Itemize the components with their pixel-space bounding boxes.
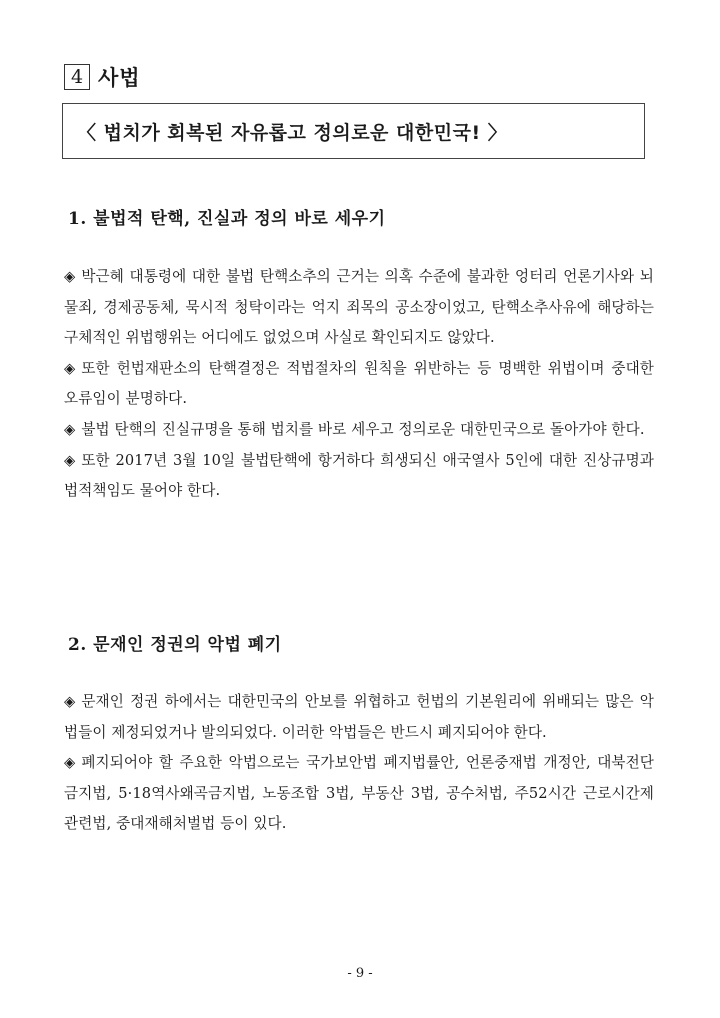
paragraph — [64, 354, 654, 415]
paragraph-text: 또한 2017년 3월 10일 불법탄핵에 항거하다 희생되신 애국열사 5인에 대한 진상규명과 법적책임도 물어야 한다. — [64, 451, 654, 500]
diamond-bullet-icon: ◈ — [64, 693, 76, 710]
chapter-title: 사법 — [98, 65, 141, 90]
diamond-bullet-icon: ◈ — [64, 754, 76, 772]
diamond-bullet-icon: ◈ — [64, 420, 76, 438]
diamond-bullet-icon: ◈ — [64, 359, 76, 377]
diamond-bullet-icon: ◈ — [64, 451, 76, 469]
paragraph-text: 또한 헌법재판소의 탄핵결정은 적법절차의 원칙을 위반하는 등 명백한 위법이며 중대한 오류임이 분명하다. — [64, 359, 654, 408]
slogan-banner: 〈 법치가 회복된 자유롭고 정의로운 대한민국! 〉 — [62, 103, 645, 159]
paragraph-text: 문재인 정권 하에서는 대한민국의 안보를 위협하고 헌법의 기본원리에 위배되는 많은 악법들이 제정되었거나 발의되었다. 이러한 악법들은 반드시 폐지되어야 한다. — [64, 693, 654, 741]
paragraph-text: 불법 탄핵의 진실규명을 통해 법치를 바로 세우고 정의로운 대한민국으로 돌아가야 한다. — [81, 420, 645, 438]
paragraph — [64, 415, 654, 446]
chapter-header — [64, 62, 141, 92]
section-2-body — [64, 687, 654, 840]
paragraph — [64, 446, 654, 507]
paragraph-text: 박근혜 대통령에 대한 불법 탄핵소추의 근거는 의혹 수준에 불과한 엉터리 언론기사와 뇌물죄, 경제공동체, 묵시적 청탁이라는 억지 죄목의 공소장이었고, 탄핵소추사유에 해당하는 구체적인 위법행위는 어디에도 없었으며 사실로 확인되지도 않았다. — [64, 268, 654, 347]
diamond-bullet-icon: ◈ — [64, 268, 76, 285]
paragraph — [64, 748, 654, 840]
chapter-number-box: 4 — [64, 64, 90, 90]
section-heading-2: 2. 문재인 정권의 악법 폐기 — [68, 635, 282, 655]
section-1-body — [64, 262, 654, 507]
page-number: - 9 - — [347, 966, 373, 981]
paragraph — [64, 262, 654, 354]
section-heading-1: 1. 불법적 탄핵, 진실과 정의 바로 세우기 — [68, 209, 386, 229]
paragraph — [64, 687, 654, 748]
paragraph-text: 폐지되어야 할 주요한 악법으로는 국가보안법 폐지법률안, 언론중재법 개정안, 대북전단금지법, 5·18역사왜곡금지법, 노동조합 3법, 부동산 3법, 공수처법, 주52시간 근로시간제 관련법, 중대재해처벌법 등이 있다. — [64, 754, 654, 833]
